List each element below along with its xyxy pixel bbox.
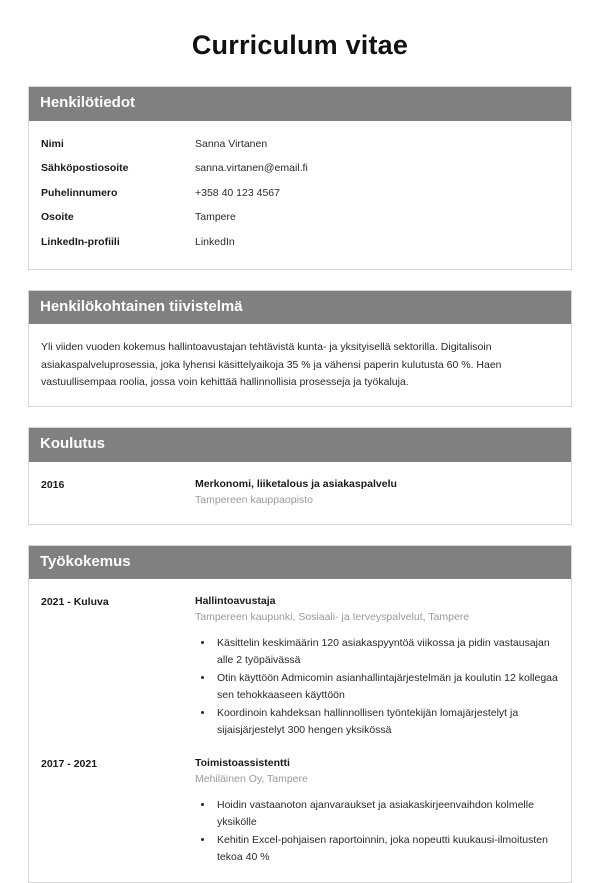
info-value: +358 40 123 4567 xyxy=(195,186,280,199)
work-entry xyxy=(41,591,559,742)
section-header-personal-summary: Henkilökohtainen tiivistelmä xyxy=(29,291,571,325)
entry-main xyxy=(195,756,559,867)
entry-organization: Mehiläinen Oy, Tampere xyxy=(195,773,308,786)
info-row xyxy=(41,206,559,231)
education-entry xyxy=(41,474,559,511)
list-item: • Kehitin Excel-pohjaisen raportoinnin, joka nopeutti kuukausi-ilmoitusten tekoa 40 % xyxy=(214,832,559,866)
info-row xyxy=(41,182,559,207)
section-personal-details xyxy=(28,86,572,270)
section-education xyxy=(28,427,572,524)
entry-organization: Tampereen kaupunki, Sosiaali- ja terveyspalvelut, Tampere xyxy=(195,611,470,624)
info-row xyxy=(41,133,559,158)
personal-details-body xyxy=(29,121,571,269)
entry-bullet-list xyxy=(195,635,559,739)
list-item: • Otin käyttöön Admicomin asianhallintajärjestelmän ja koulutin 12 kollegaa sen tehokkaaseen käyttöön xyxy=(214,670,559,704)
work-experience-body xyxy=(29,579,571,882)
entry-main xyxy=(195,477,559,509)
list-item: • Hoidin vastaanoton ajanvaraukset ja asiakaskirjeenvaihdon kolmelle yksikölle xyxy=(214,797,559,831)
list-item: • Käsittelin keskimäärin 120 asiakaspyyntöä viikossa ja pidin vastausajan alle 2 työpäivässä xyxy=(214,635,559,669)
page-title: Curriculum vitae xyxy=(191,30,409,60)
entry-date: 2021 - Kuluva xyxy=(41,596,109,609)
entry-title: Hallintoavustaja xyxy=(195,595,276,608)
entry-organization: Tampereen kauppaopisto xyxy=(195,493,313,506)
section-work-experience xyxy=(28,545,572,883)
entry-date: 2017 - 2021 xyxy=(41,757,98,770)
info-value: Tampere xyxy=(195,211,236,224)
linkedin-profile-link[interactable]: LinkedIn xyxy=(195,236,235,249)
summary-text: Yli viiden vuoden kokemus hallintoavustajan tehtävistä kunta- ja yksityisellä sektorilla. Digitalisoin asiakaspalveluprosessia, joka lyhensi käsittelyaikoja 35 % ja vähensi paperin kulutusta 60 %. Haen vastuullisempaa roolia, jossa voin kehittää hallinnollisia prosesseja ja työkaluja. xyxy=(41,341,502,388)
info-label: Sähköpostiosoite xyxy=(41,162,129,175)
info-label: Osoite xyxy=(41,211,74,224)
entry-title: Toimistoassistentti xyxy=(195,756,290,769)
entry-main xyxy=(195,594,559,740)
work-entry xyxy=(41,742,559,869)
info-label: Nimi xyxy=(41,137,64,150)
entry-date: 2016 xyxy=(41,478,65,491)
section-header-personal-details: Henkilötiedot xyxy=(29,87,571,121)
education-body xyxy=(29,462,571,524)
info-label: LinkedIn-profiili xyxy=(41,236,120,249)
entry-title: Merkonomi, liiketalous ja asiakaspalvelu xyxy=(195,477,397,490)
list-item: • Koordinoin kahdeksan hallinnollisen työntekijän lomajärjestelyt ja sijaisjärjestelyt 300 hengen yksikössä xyxy=(214,705,559,739)
info-value: sanna.virtanen@email.fi xyxy=(195,162,308,175)
info-label: Puhelinnumero xyxy=(41,186,118,199)
section-header-education: Koulutus xyxy=(29,428,571,462)
personal-summary-body xyxy=(29,324,571,406)
entry-bullet-list xyxy=(195,797,559,866)
section-header-work-experience: Työkokemus xyxy=(29,546,571,580)
section-personal-summary xyxy=(28,290,572,407)
info-row xyxy=(41,157,559,182)
info-value: Sanna Virtanen xyxy=(195,137,268,150)
info-row xyxy=(41,231,559,256)
